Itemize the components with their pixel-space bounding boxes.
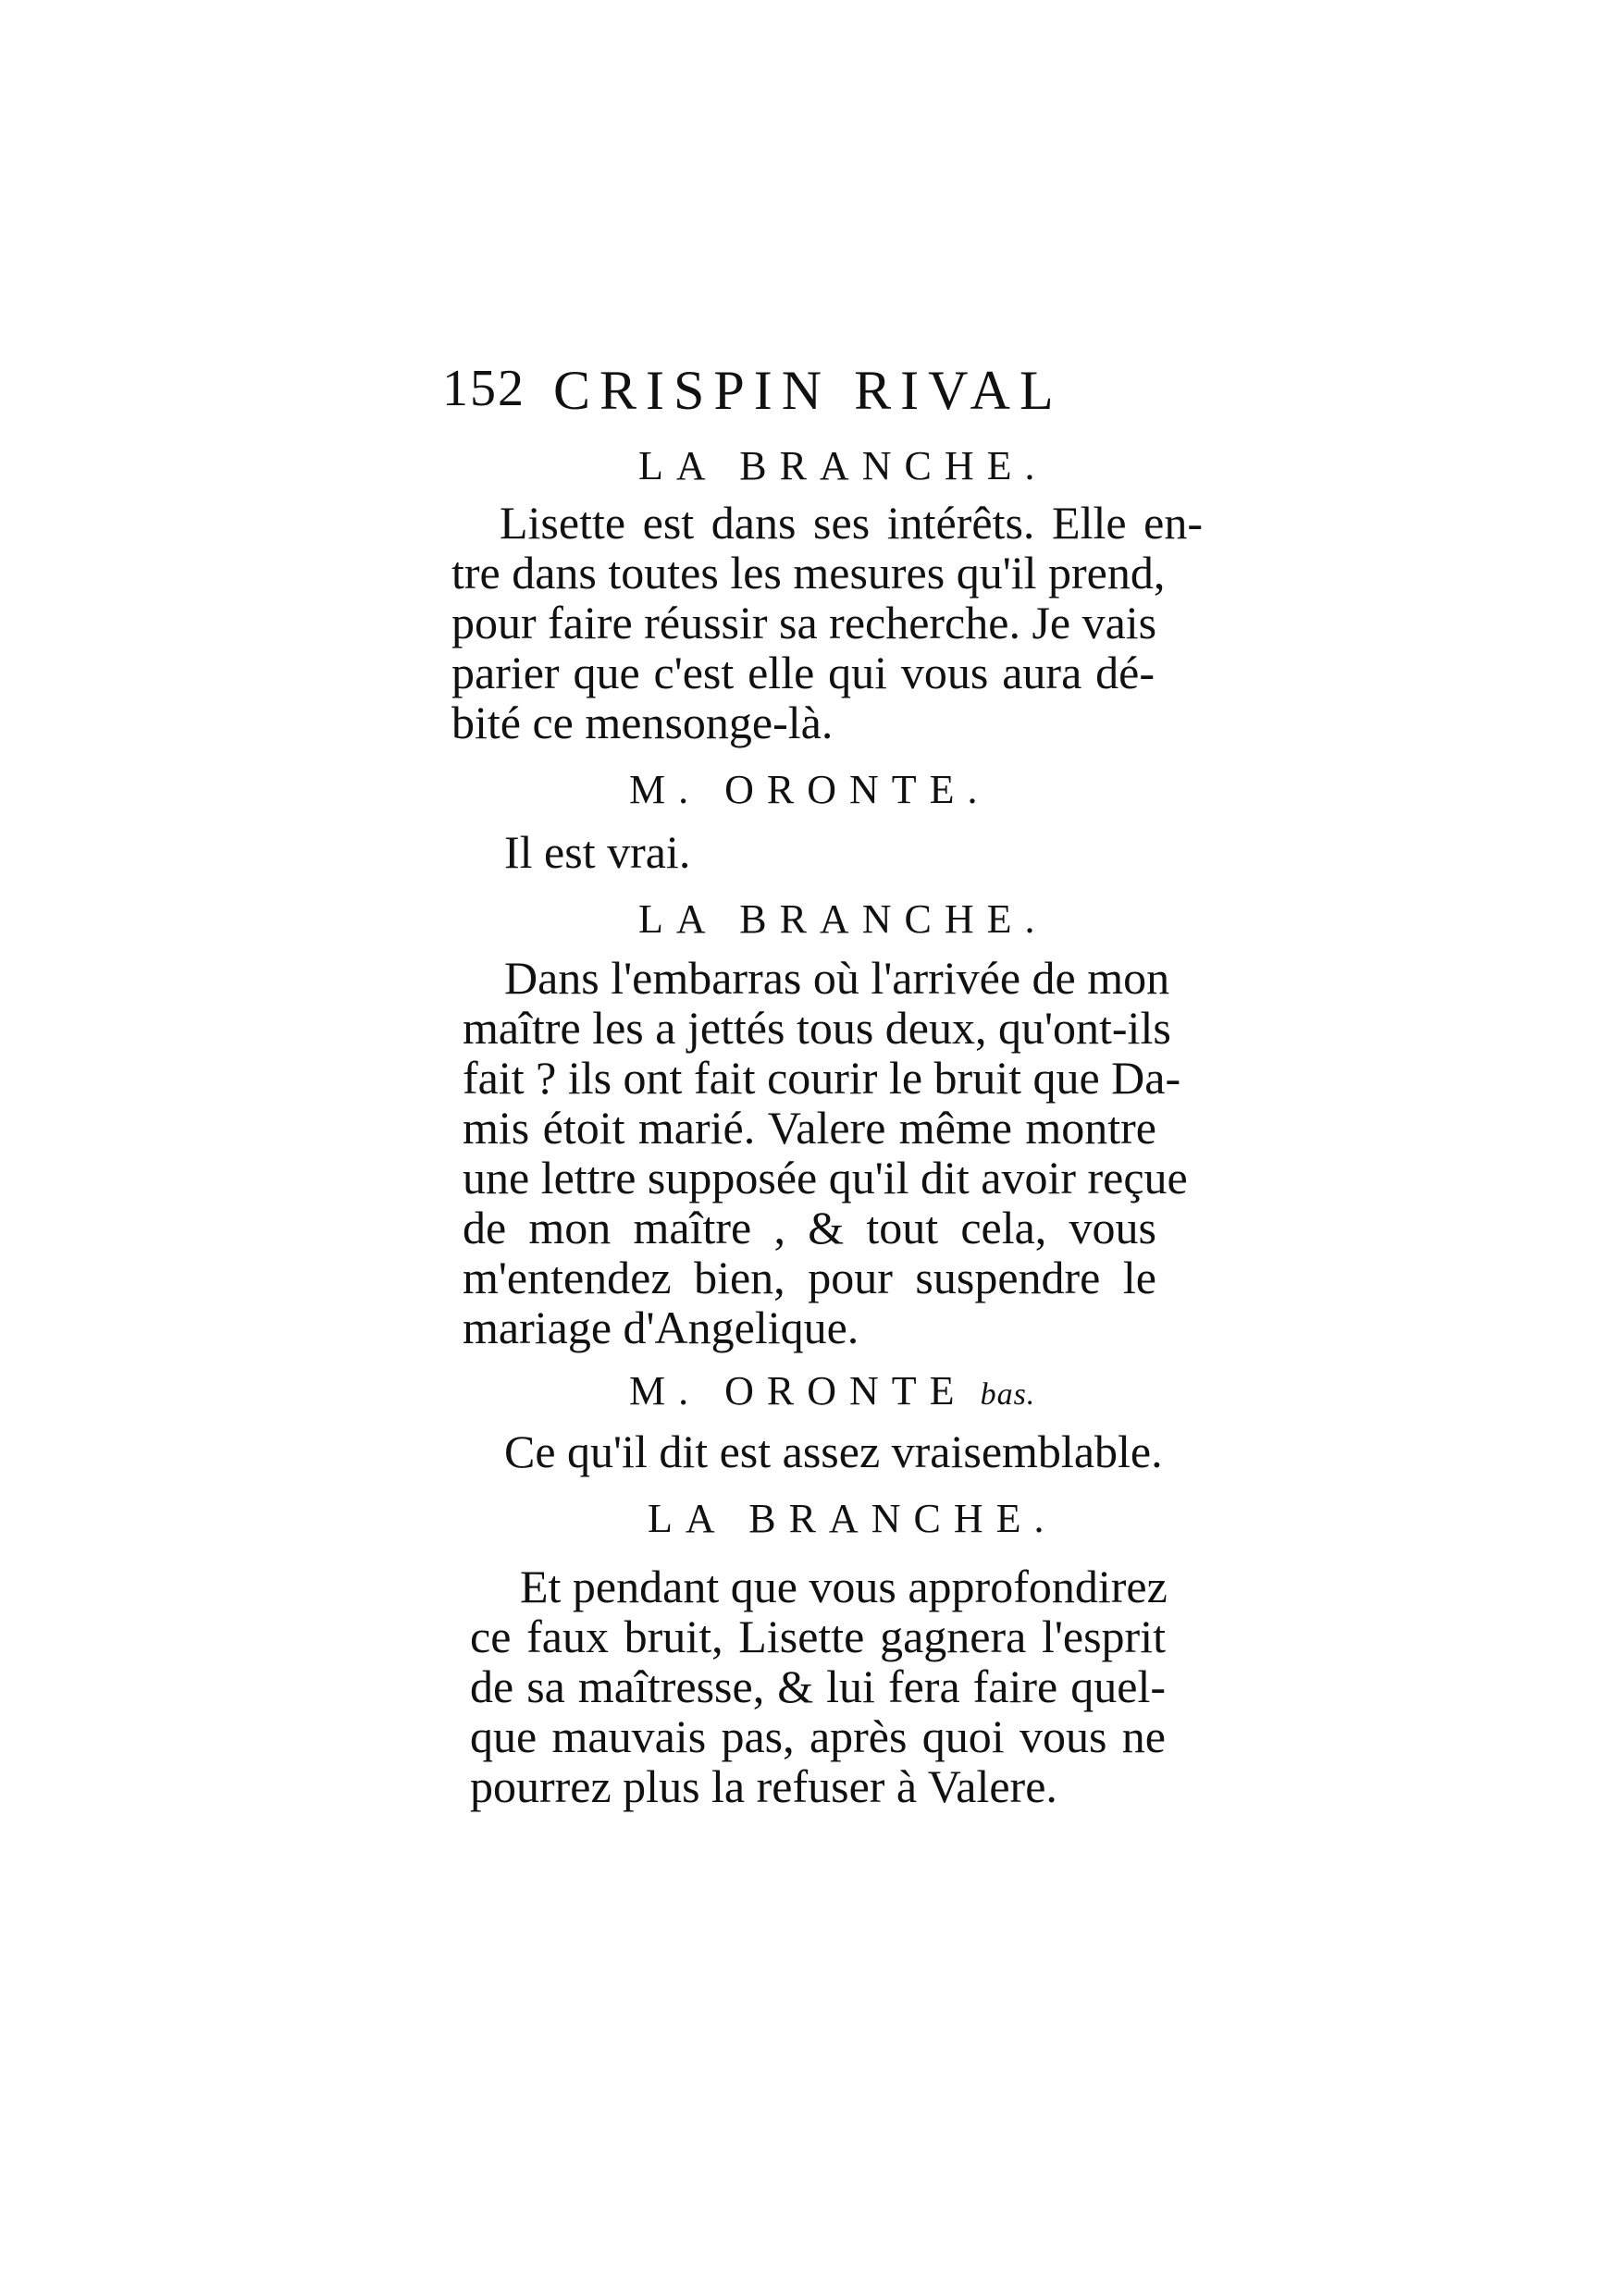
dialogue-line: ce faux bruit, Lisette gagnera l'esprit bbox=[470, 1611, 1166, 1662]
dialogue-line: Ce qu'il dit est assez vraisemblable. bbox=[504, 1426, 1163, 1477]
dialogue-line: mis étoit marié. Valere même montre bbox=[463, 1102, 1156, 1154]
dialogue-line: parier que c'est elle qui vous aura dé- bbox=[451, 647, 1155, 698]
dialogue-line: Il est vrai. bbox=[504, 826, 691, 878]
dialogue-line: mariage d'Angelique. bbox=[463, 1302, 859, 1353]
stage-direction: bas. bbox=[980, 1377, 1036, 1412]
speaker-name bbox=[629, 1367, 1035, 1414]
dialogue-line: tre dans toutes les mesures qu'il prend, bbox=[451, 547, 1166, 599]
page-number: 152 bbox=[442, 360, 525, 417]
dialogue-line: bité ce mensonge-là. bbox=[451, 697, 834, 748]
dialogue-line: pourrez plus la refuser à Valere. bbox=[470, 1760, 1057, 1812]
dialogue-line: que mauvais pas, après quoi vous ne bbox=[470, 1710, 1166, 1762]
page-header bbox=[442, 359, 1090, 433]
dialogue-line: Dans l'embarras où l'arrivée de mon bbox=[504, 952, 1170, 1004]
speaker-name: M. ORONTE. bbox=[629, 767, 991, 812]
running-title: CRISPIN RIVAL bbox=[553, 360, 1063, 421]
dialogue-line: de sa maîtresse, & lui fera faire quel- bbox=[470, 1660, 1166, 1712]
speaker-name: LA BRANCHE. bbox=[638, 896, 1048, 942]
dialogue-line: pour faire réussir sa recherche. Je vais bbox=[451, 597, 1157, 648]
speaker-name: LA BRANCHE. bbox=[638, 443, 1048, 488]
dialogue-line: Lisette est dans ses intérêts. Elle en- bbox=[500, 497, 1203, 549]
dialogue-line: maître les a jettés tous deux, qu'ont-ils bbox=[463, 1002, 1171, 1054]
dialogue-line: Et pendant que vous approfondirez bbox=[520, 1561, 1168, 1612]
speaker-label: M. ORONTE bbox=[629, 1368, 968, 1413]
dialogue-line: une lettre supposée qu'il dit avoir reçue bbox=[463, 1152, 1188, 1204]
speaker-name: LA BRANCHE. bbox=[648, 1496, 1057, 1541]
dialogue-line: de mon maître , & tout cela, vous bbox=[463, 1202, 1156, 1253]
dialogue-line: fait ? ils ont fait courir le bruit que Da- bbox=[463, 1052, 1181, 1104]
dialogue-line: m'entendez bien, pour suspendre le bbox=[463, 1252, 1156, 1303]
